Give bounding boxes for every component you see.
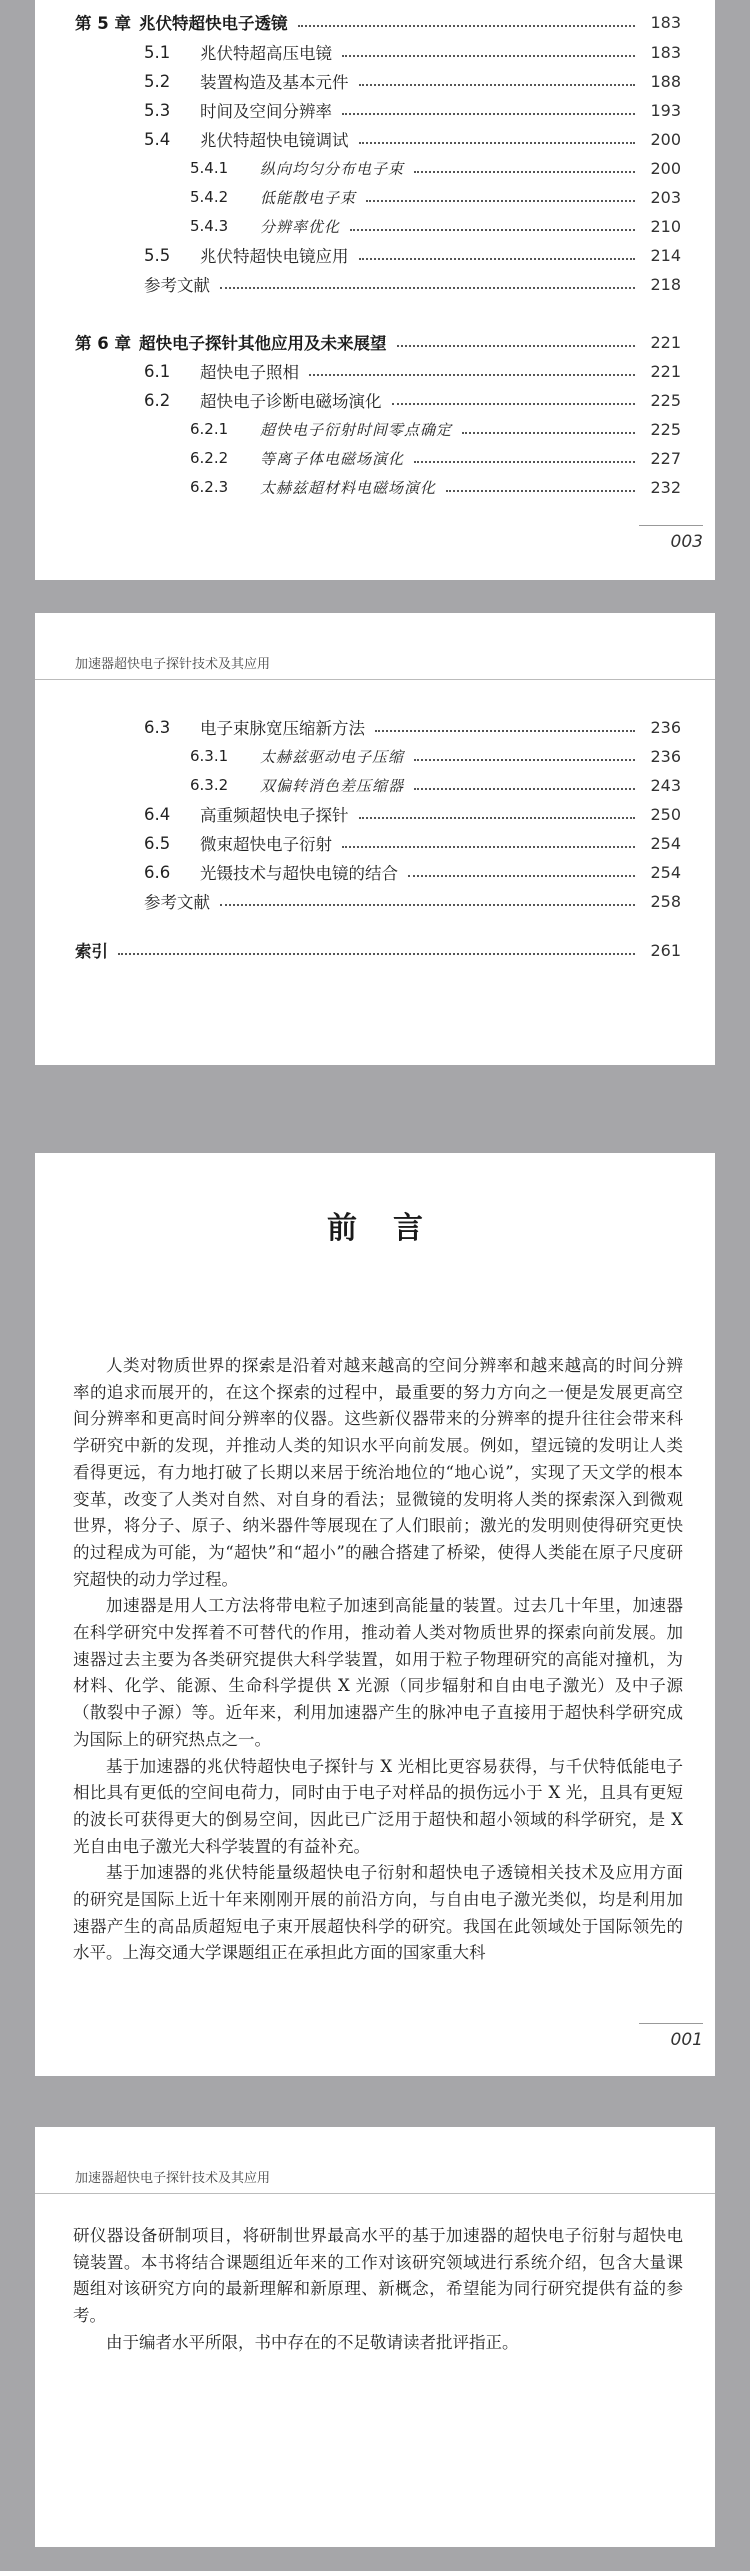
toc-title: 兆伏特超高压电镜 <box>200 44 332 63</box>
toc-page: 221 <box>650 361 681 381</box>
toc-number: 6.4 <box>144 804 171 824</box>
toc-number: 5.5 <box>144 245 171 265</box>
preface-body <box>73 1353 683 1967</box>
toc-number: 6.6 <box>144 862 171 882</box>
toc-title: 参考文献 <box>144 893 210 912</box>
toc-page: 225 <box>650 419 681 439</box>
toc-title: 太赫兹超材料电磁场演化 <box>260 478 437 497</box>
toc-entry[interactable] <box>35 211 715 241</box>
toc-page: 221 <box>650 332 681 352</box>
toc-page: 183 <box>650 12 681 32</box>
toc-leader <box>350 228 635 231</box>
toc-title: 兆伏特超快电子透镜 <box>139 14 288 33</box>
toc-title: 高重频超快电子探针 <box>200 806 349 825</box>
toc-number: 5.4 <box>144 129 171 149</box>
toc-number: 5.4.3 <box>190 217 229 235</box>
toc-title: 兆伏特超快电镜应用 <box>200 247 349 266</box>
toc-leader <box>359 257 636 260</box>
toc-entry[interactable] <box>35 37 715 67</box>
toc-leader <box>342 54 635 57</box>
toc-page: 261 <box>650 940 681 960</box>
toc-leader <box>397 344 636 347</box>
toc-number: 5.4.2 <box>190 188 229 206</box>
toc-leader <box>359 816 636 819</box>
toc-title: 超快电子衍射时间零点确定 <box>260 420 453 439</box>
toc-page: 210 <box>650 216 681 236</box>
page-number: 003 <box>639 525 703 555</box>
toc-page: 232 <box>650 477 681 497</box>
toc-leader <box>414 787 635 790</box>
toc-number: 6.3.2 <box>190 776 229 794</box>
toc-page: 218 <box>650 274 681 294</box>
toc-number: 5.3 <box>144 100 171 120</box>
toc-title: 超快电子探针其他应用及未来展望 <box>139 334 387 353</box>
toc-leader <box>414 758 635 761</box>
toc-entry[interactable] <box>35 356 715 386</box>
toc-number: 6.2.1 <box>190 420 229 438</box>
toc-entry-references[interactable] <box>35 269 715 299</box>
paragraph: 加速器是用人工方法将带电粒子加速到高能量的装置。过去几十年里，加速器在科学研究中发挥着不可替代的作用，推动着人类对物质世界的探索向前发展。加速器过去主要为各类研究提供大科学装置，如用于粒子物理研究的高能对撞机，为材料、化学、能源、生命科学提供 X 光源（同步辐射和自由电子激光）及中子源（散裂中子源）等。近年来，利用加速器产生的脉冲电子直接用于超快科学研究成为国际上的研究热点之一。 <box>73 1596 683 1749</box>
toc-leader <box>220 903 635 906</box>
header-rule <box>35 679 715 680</box>
toc-number: 5.2 <box>144 71 171 91</box>
toc-entry[interactable] <box>35 472 715 502</box>
toc-title: 兆伏特超快电镜调试 <box>200 131 349 150</box>
toc-page: 188 <box>650 71 681 91</box>
toc-title: 电子束脉宽压缩新方法 <box>200 719 365 738</box>
preface-body <box>73 2223 683 2357</box>
toc-entry[interactable] <box>35 240 715 270</box>
toc-leader <box>375 729 635 732</box>
toc-page: 258 <box>650 891 681 911</box>
toc-entry[interactable] <box>35 385 715 415</box>
paragraph: 基于加速器的兆伏特超快电子探针与 X 光相比更容易获得，与千伏特低能电子相比具有更低的空间电荷力，同时由于电子对样品的损伤远小于 X 光，且具有更短的波长可获得更大的倒易空间，因此已广泛用于超快和超小领域的科学研究，是 X 光自由电子激光大科学装置的有益补充。 <box>73 1756 683 1856</box>
toc-entry[interactable] <box>35 66 715 96</box>
toc-leader <box>446 489 635 492</box>
toc-number: 第 6 章 <box>75 334 131 353</box>
toc-number: 6.1 <box>144 361 171 381</box>
toc-entry[interactable] <box>35 182 715 212</box>
toc-entry[interactable] <box>35 414 715 444</box>
toc-leader <box>342 845 635 848</box>
toc-title: 索引 <box>75 942 108 961</box>
running-head: 加速器超快电子探针技术及其应用 <box>75 657 271 672</box>
toc-page: 193 <box>650 100 681 120</box>
toc-number: 6.3.1 <box>190 747 229 765</box>
toc-leader <box>359 141 636 144</box>
toc-title: 纵向均匀分布电子束 <box>260 159 405 178</box>
toc-title: 双偏转消色差压缩器 <box>260 776 405 795</box>
toc-entry[interactable] <box>35 741 715 771</box>
toc-entry[interactable] <box>35 799 715 829</box>
toc-number: 6.2 <box>144 390 171 410</box>
toc-title: 装置构造及基本元件 <box>200 73 349 92</box>
toc-entry[interactable] <box>35 712 715 742</box>
paragraph: 基于加速器的兆伏特能量级超快电子衍射和超快电子透镜相关技术及应用方面的研究是国际上近十年来刚刚开展的前沿方向，与自由电子激光类似，均是利用加速器产生的高品质超短电子束开展超快科学的研究。我国在此领域处于国际领先的水平。上海交通大学课题组正在承担此方面的国家重大科 <box>73 1863 683 1963</box>
toc-entry-references[interactable] <box>35 886 715 916</box>
toc-leader <box>392 402 636 405</box>
toc-page-1 <box>35 0 715 580</box>
toc-title: 等离子体电磁场演化 <box>260 449 405 468</box>
toc-page-2 <box>35 613 715 1065</box>
paragraph: 由于编者水平所限，书中存在的不足敬请读者批评指正。 <box>106 2332 519 2352</box>
toc-entry-chapter-6[interactable] <box>35 327 715 357</box>
toc-entry[interactable] <box>35 770 715 800</box>
toc-page: 214 <box>650 245 681 265</box>
toc-entry[interactable] <box>35 857 715 887</box>
toc-page: 183 <box>650 42 681 62</box>
paragraph: 人类对物质世界的探索是沿着对越来越高的空间分辨率和越来越高的时间分辨率的追求而展开的，在这个探索的过程中，最重要的努力方向之一便是发展更高空间分辨率和更高时间分辨率的仪器。这些新仪器带来的分辨率的提升往往会带来科学研究中新的发现，并推动人类的知识水平向前发展。例如，望远镜的发明让人类看得更远，有力地打破了长期以来居于统治地位的“地心说”，实现了天文学的根本变革，改变了人类对自然、对自身的看法；显微镜的发明将人类的探索深入到微观世界，将分子、原子、纳米器件等展现在了人们眼前；激光的发明则使得研究更快的过程成为可能，为“超快”和“超小”的融合搭建了桥梁，使得人类能在原子尺度研究超快的动力学过程。 <box>73 1356 683 1589</box>
preface-page <box>35 1153 715 2076</box>
toc-leader <box>408 874 635 877</box>
toc-leader <box>220 286 635 289</box>
toc-page: 254 <box>650 862 681 882</box>
toc-leader <box>414 170 635 173</box>
toc-number: 6.5 <box>144 833 171 853</box>
toc-title: 微束超快电子衍射 <box>200 835 332 854</box>
toc-page: 200 <box>650 129 681 149</box>
toc-page: 227 <box>650 448 681 468</box>
toc-leader <box>298 24 636 27</box>
toc-leader <box>462 431 635 434</box>
toc-number: 6.2.3 <box>190 478 229 496</box>
header-rule <box>35 2193 715 2194</box>
toc-title: 时间及空间分辨率 <box>200 102 332 121</box>
toc-page: 236 <box>650 717 681 737</box>
toc-entry[interactable] <box>35 828 715 858</box>
page-title: 前言 <box>327 1211 459 1246</box>
toc-page: 200 <box>650 158 681 178</box>
toc-leader <box>359 83 636 86</box>
toc-number: 5.1 <box>144 42 171 62</box>
toc-title: 低能散电子束 <box>260 188 357 207</box>
toc-leader <box>309 373 635 376</box>
toc-page: 225 <box>650 390 681 410</box>
page-number: 001 <box>639 2023 703 2053</box>
toc-entry-index[interactable] <box>35 935 715 965</box>
toc-number: 5.4.1 <box>190 159 229 177</box>
toc-leader <box>342 112 635 115</box>
paragraph: 研仪器设备研制项目，将研制世界最高水平的基于加速器的超快电子衍射与超快电镜装置。本书将结合课题组近年来的工作对该研究领域进行系统介绍，包含大量课题组对该研究方向的最新理解和新原理、新概念，希望能为同行研究提供有益的参考。 <box>73 2226 683 2326</box>
toc-title: 超快电子照相 <box>200 363 299 382</box>
toc-number: 第 5 章 <box>75 14 131 33</box>
toc-leader <box>414 460 635 463</box>
toc-title: 参考文献 <box>144 276 210 295</box>
toc-entry[interactable] <box>35 443 715 473</box>
toc-number: 6.3 <box>144 717 171 737</box>
toc-title: 超快电子诊断电磁场演化 <box>200 392 382 411</box>
toc-leader <box>366 199 635 202</box>
toc-number: 6.2.2 <box>190 449 229 467</box>
toc-entry[interactable] <box>35 153 715 183</box>
preface-page-2 <box>35 2127 715 2547</box>
toc-title: 光镊技术与超快电镜的结合 <box>200 864 398 883</box>
toc-page: 243 <box>650 775 681 795</box>
toc-page: 236 <box>650 746 681 766</box>
toc-entry[interactable] <box>35 124 715 154</box>
toc-entry[interactable] <box>35 95 715 125</box>
toc-title: 太赫兹驱动电子压缩 <box>260 747 405 766</box>
toc-entry-chapter-5[interactable] <box>35 7 715 37</box>
toc-leader <box>118 952 635 955</box>
toc-title: 分辨率优化 <box>260 217 341 236</box>
running-head: 加速器超快电子探针技术及其应用 <box>75 2171 271 2186</box>
toc-page: 250 <box>650 804 681 824</box>
toc-page: 203 <box>650 187 681 207</box>
toc-page: 254 <box>650 833 681 853</box>
